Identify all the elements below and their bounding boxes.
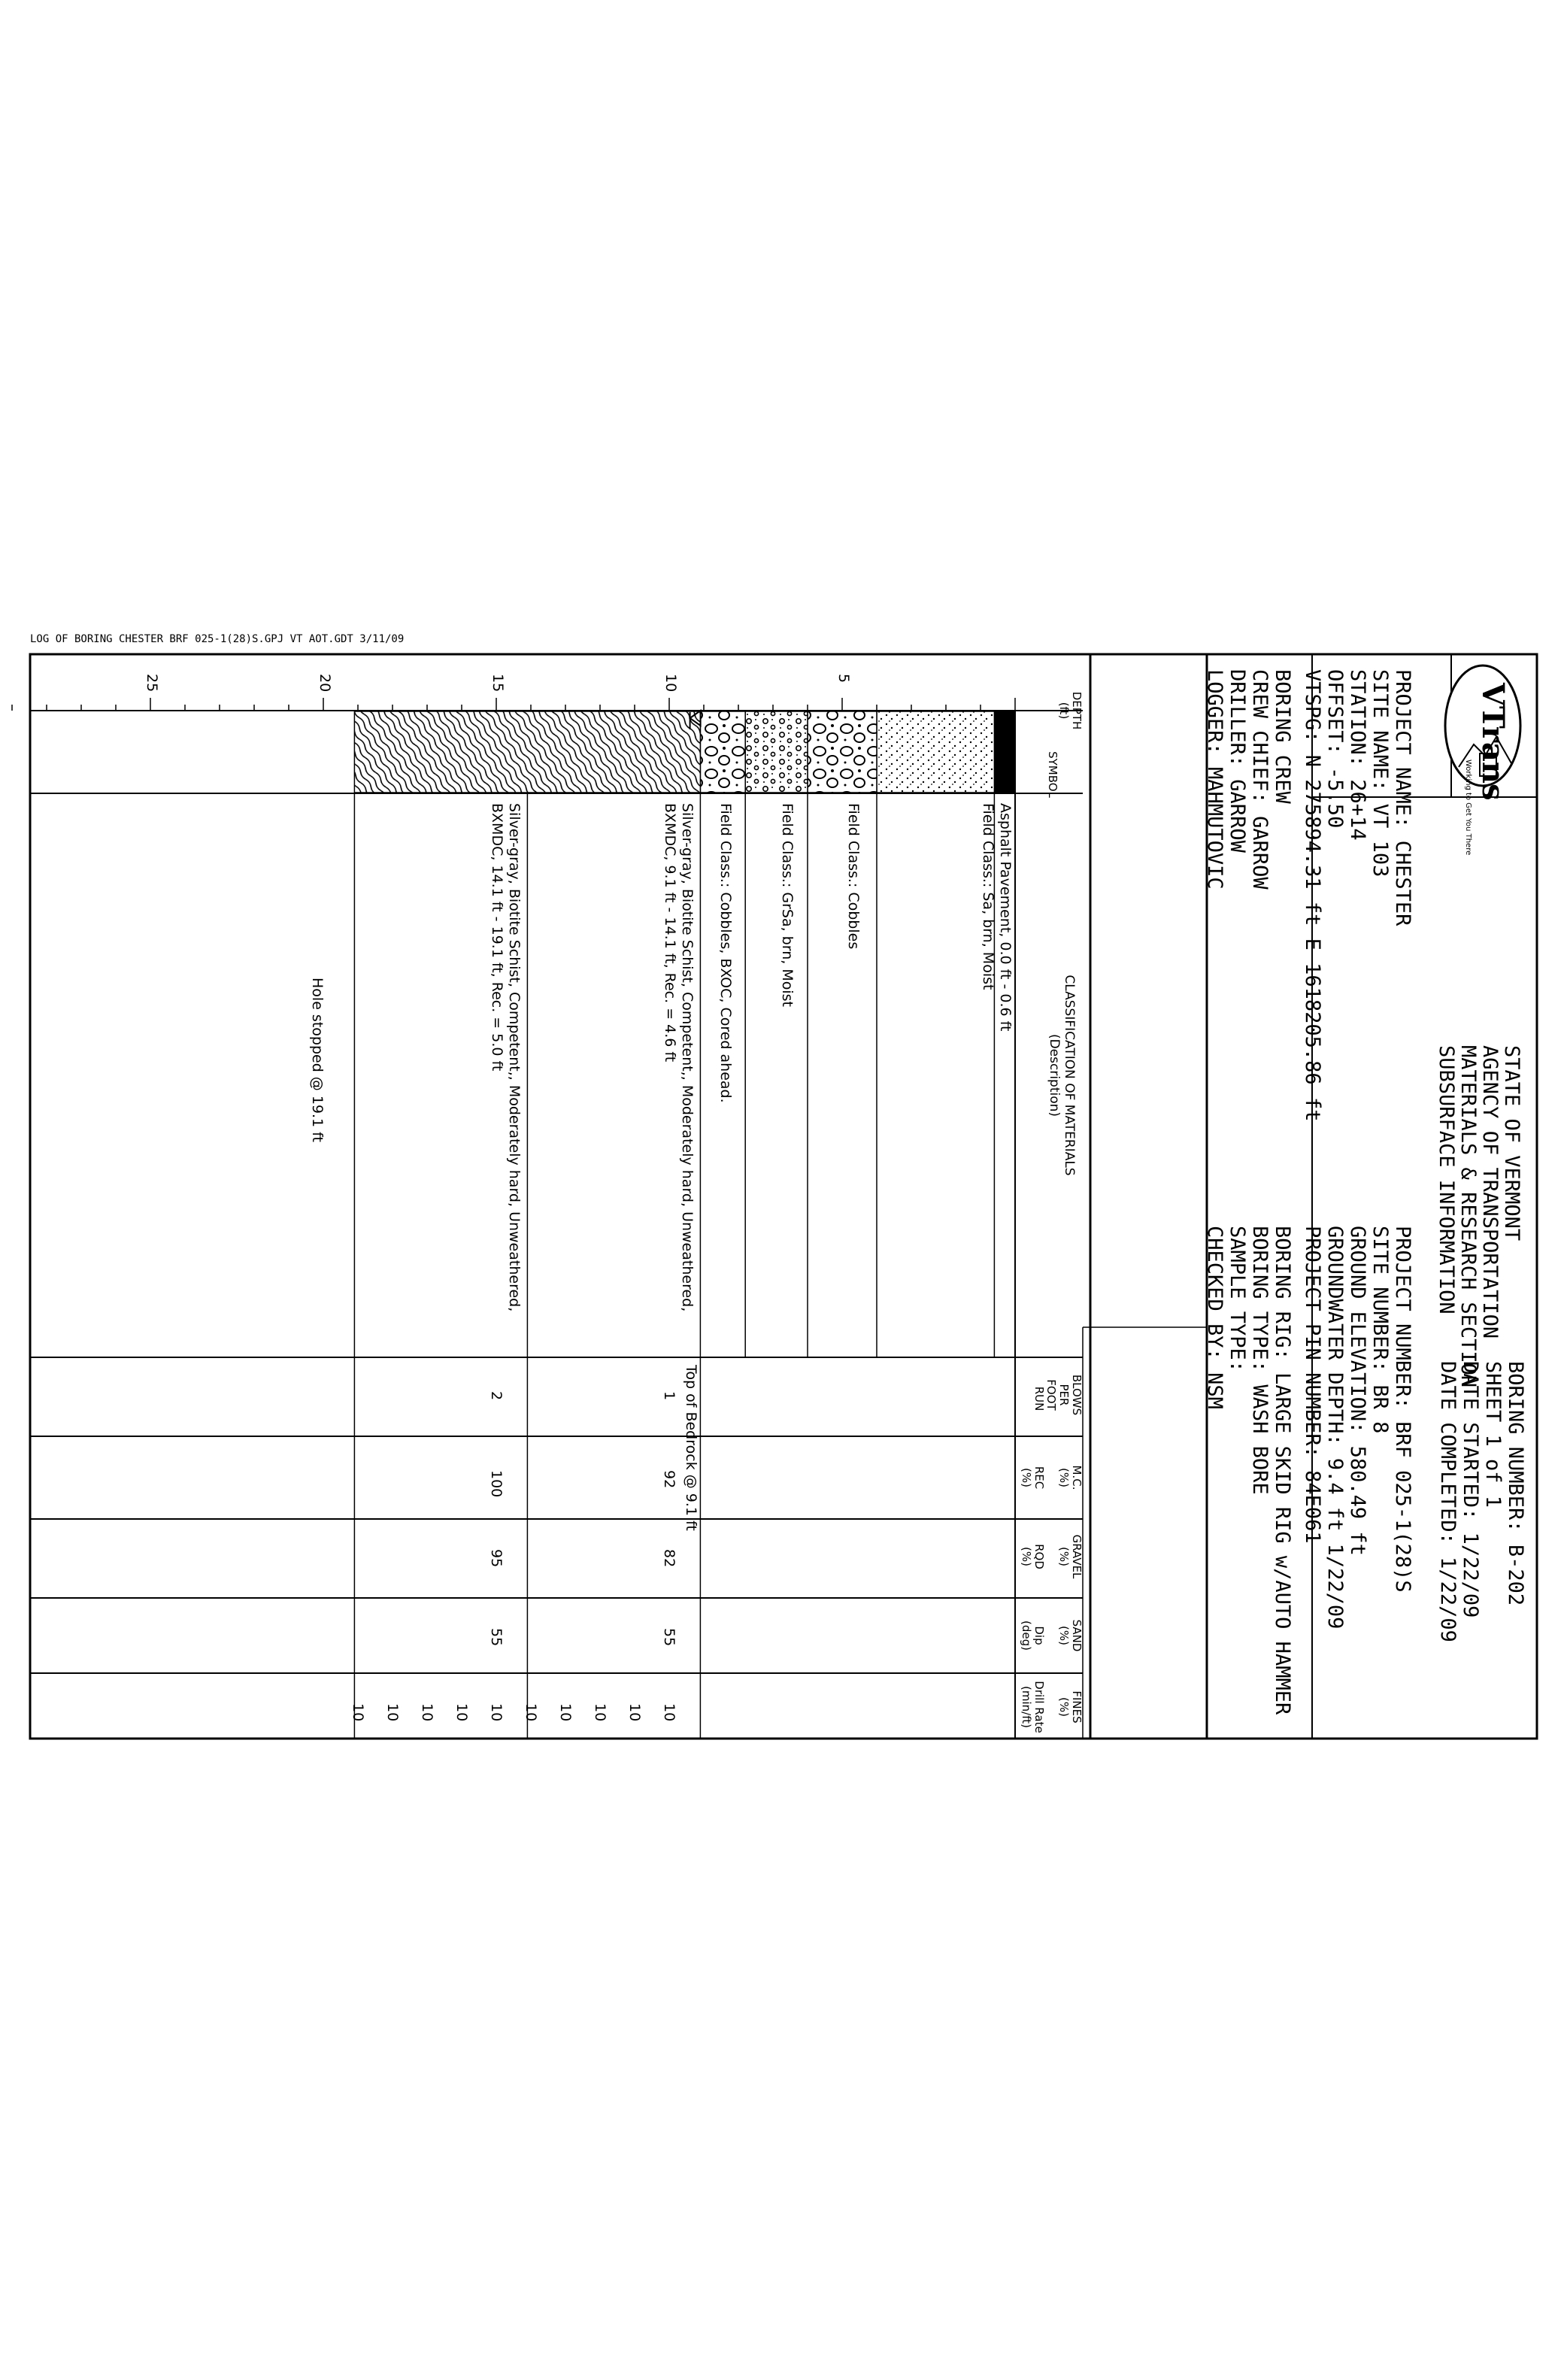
col-header-rqd-unit: (%): [1020, 1547, 1033, 1566]
boring-type: BORING TYPE: WASH BORE: [1248, 1226, 1271, 1495]
depth-label: 25: [144, 674, 160, 693]
col-header-drill-rate-unit: (min/ft): [1020, 1686, 1033, 1728]
col-header-drill-rate: [1020, 1681, 1045, 1733]
project-number: PROJECT NUMBER: BRF 025-1(28)S: [1391, 1226, 1414, 1593]
station: STATION: 26+14: [1346, 669, 1369, 841]
project-name: PROJECT NAME: CHESTER: [1391, 669, 1414, 926]
material-description: [844, 803, 862, 949]
ground-elevation: GROUND ELEVATION: 580.49 ft: [1346, 1226, 1369, 1556]
col-header-depth-label: DEPTH: [1070, 691, 1084, 730]
col-header-symbol: [1046, 741, 1059, 808]
col-header-sand-unit: (%): [1057, 1626, 1071, 1645]
bedrock-annotation: Top of Bedrock @ 9.1 ft: [682, 1365, 699, 1531]
run-number: 2: [488, 1391, 505, 1401]
agency-heading: [1435, 1045, 1523, 1387]
date-completed: DATE COMPLETED: 1/22/09: [1436, 1361, 1459, 1642]
col-header-gravel-unit: (%): [1057, 1547, 1071, 1566]
col-header-depth-unit: (ft): [1057, 702, 1071, 720]
material-description: [488, 803, 523, 1311]
col-header-dip-unit: (deg): [1020, 1621, 1033, 1651]
drill-rate-value: 10: [453, 1703, 470, 1722]
material-description: [717, 803, 734, 1103]
col-header-mc-unit: (%): [1057, 1468, 1071, 1487]
groundwater-depth: GROUNDWATER DEPTH: 9.4 ft 1/22/09: [1323, 1226, 1347, 1630]
logo-text: VTrans: [1475, 683, 1511, 801]
depth-label: 10: [662, 674, 679, 693]
col-header-gravel-label: GRAVEL: [1070, 1534, 1084, 1579]
col-header-drill-rate-label: Drill Rate: [1032, 1681, 1046, 1733]
site-number: SITE NUMBER: BR 8: [1368, 1226, 1392, 1434]
description-line: Field Class.: Cobbles, BXOC, Cored ahead.: [717, 803, 734, 1103]
col-header-symbol-label: SYMBOL: [1046, 751, 1059, 798]
drill-rate-value: 10: [592, 1703, 608, 1722]
col-header-depth: [1057, 673, 1083, 748]
material-description: [778, 803, 796, 1007]
col-header-fines: [1057, 1681, 1083, 1733]
sample-type: SAMPLE TYPE:: [1226, 1226, 1249, 1373]
agency-section: MATERIALS & RESEARCH SECTION: [1456, 1045, 1480, 1388]
col-header-rqd-label: RQD: [1032, 1544, 1046, 1569]
run-number: 1: [661, 1391, 677, 1401]
drill-rate-value: 10: [523, 1703, 539, 1722]
project-info-left: [1301, 669, 1414, 1121]
boring-number: BORING NUMBER: B-202: [1504, 1361, 1527, 1606]
symbol-layer-gravel: [745, 711, 808, 793]
col-header-mc: [1057, 1455, 1083, 1500]
col-header-classification: [1047, 970, 1077, 1181]
col-header-rec-label: REC: [1032, 1466, 1046, 1490]
agency-info: SUBSURFACE INFORMATION: [1435, 1045, 1458, 1314]
rec-value: 100: [488, 1470, 505, 1498]
logo-tagline: Working to Get You There: [1464, 759, 1472, 856]
col-header-fines-label: FINES: [1070, 1690, 1084, 1724]
depth-label: 15: [489, 674, 506, 693]
agency-name: AGENCY OF TRANSPORTATION: [1478, 1045, 1502, 1339]
drill-rate-value: 10: [419, 1703, 435, 1722]
col-header-sand-label: SAND: [1070, 1619, 1084, 1652]
symbol-layer-schist: [354, 711, 700, 793]
col-header-sand: [1057, 1613, 1083, 1658]
description-line: Field Class.: Sa, brn, Moist: [980, 803, 997, 990]
col-header-mc-label: M.C.: [1070, 1465, 1084, 1490]
footer-file-line: LOG OF BORING CHESTER BRF 025-1(28)S.GPJ VT AOT.GDT 3/11/09: [30, 633, 405, 645]
col-header-classification-label: CLASSIFICATION OF MATERIALS: [1062, 975, 1077, 1176]
project-pin-number: PROJECT PIN NUMBER: 84E061: [1301, 1226, 1324, 1544]
dip-value: 55: [661, 1628, 677, 1647]
description-line: Hole stopped @ 19.1 ft: [308, 978, 326, 1142]
description-line: BXMDC, 14.1 ft - 19.1 ft, Rec. = 5.0 ft: [489, 803, 505, 1072]
driller: DRILLER: GARROW: [1226, 669, 1249, 853]
sheet-number: SHEET 1 of 1: [1481, 1361, 1505, 1508]
crew-info-left: [1203, 669, 1293, 890]
symbol-layer-asphalt: [994, 711, 1015, 793]
drill-rate-value: 10: [488, 1703, 505, 1722]
rqd-value: 95: [488, 1549, 505, 1568]
checked-by: CHECKED BY: NSM: [1203, 1226, 1226, 1409]
project-info-right: [1301, 1226, 1414, 1629]
rqd-value: 82: [661, 1549, 677, 1568]
drill-rate-value: 10: [557, 1703, 574, 1722]
description-line: Field Class.: GrSa, brn, Moist: [779, 803, 796, 1007]
col-header-blows: [1044, 1365, 1083, 1425]
col-header-dip: [1020, 1613, 1045, 1658]
col-header-rec-unit: (%): [1020, 1468, 1033, 1487]
drill-rate-value: 10: [350, 1703, 366, 1722]
description-line: BXMDC, 9.1 ft - 14.1 ft, Rec. = 4.6 ft: [662, 803, 678, 1063]
rec-value: 92: [661, 1470, 677, 1489]
col-header-fines-unit: (%): [1057, 1697, 1071, 1717]
description-line: Asphalt Pavement, 0.0 ft - 0.6 ft: [997, 803, 1014, 1032]
depth-label: 20: [317, 674, 333, 693]
drill-rate-value: 10: [661, 1703, 677, 1722]
crew-chief: CREW CHIEF: GARROW: [1248, 669, 1271, 890]
col-header-dip-label: Dip: [1032, 1626, 1046, 1645]
material-description: [661, 803, 696, 1311]
col-header-run: [1032, 1380, 1045, 1417]
material-description: [308, 978, 326, 1142]
col-header-blows-3: FOOT: [1044, 1379, 1058, 1411]
description-line: Silver-gray, Biotite Schist, Competent,, Moderately hard, Unweathered,: [506, 803, 523, 1312]
vtspg-coordinates: VTSPG: N 275894.31 ft E 1618205.86 ft: [1301, 669, 1324, 1122]
boring-crew: BORING CREW: [1271, 669, 1294, 804]
boring-info: [1436, 1361, 1526, 1642]
col-header-rqd: [1020, 1534, 1045, 1579]
col-header-run-label: RUN: [1032, 1386, 1046, 1411]
col-header-blows-2: PER: [1057, 1384, 1071, 1406]
boring-rig: BORING RIG: LARGE SKID RIG w/AUTO HAMMER: [1271, 1226, 1294, 1715]
site-name: SITE NAME: VT 103: [1368, 669, 1392, 878]
description-line: Field Class.: Cobbles: [844, 803, 862, 950]
crew-info-right: [1203, 1226, 1293, 1715]
depth-label: 5: [835, 674, 852, 684]
drill-rate-value: 10: [626, 1703, 643, 1722]
dip-value: 55: [488, 1628, 505, 1647]
description-line: Silver-gray, Biotite Schist, Competent,, Moderately hard, Unweathered,: [679, 803, 696, 1312]
col-header-gravel: [1057, 1530, 1083, 1583]
material-description: [979, 803, 1014, 1031]
date-started: DATE STARTED: 1/22/09: [1459, 1361, 1482, 1618]
drill-rate-value: 10: [384, 1703, 401, 1722]
logger: LOGGER: MAHMUTOVIC: [1203, 669, 1226, 890]
agency-state: STATE OF VERMONT: [1500, 1045, 1523, 1242]
symbol-layer-cobbles: [700, 711, 745, 793]
symbol-layer-cobbles: [808, 711, 877, 793]
col-header-classification-sub: (Description): [1047, 1033, 1062, 1117]
col-header-blows-1: BLOWS: [1070, 1374, 1084, 1416]
col-header-rec: [1020, 1455, 1045, 1500]
offset: OFFSET: -5.50: [1323, 669, 1347, 829]
symbol-layer-sand: [877, 711, 994, 793]
